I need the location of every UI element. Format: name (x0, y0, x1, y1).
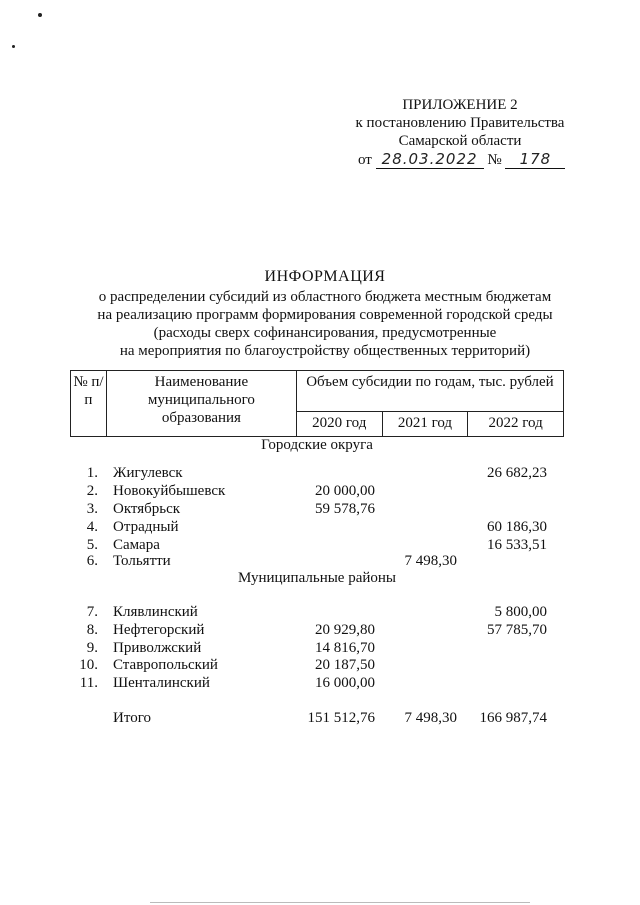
row-2020: 20 929,80 (315, 622, 375, 638)
total-2020: 151 512,76 (307, 710, 375, 726)
table-row (70, 500, 564, 518)
row-name: Клявлинский (113, 604, 198, 620)
header-number: № п/п (71, 371, 107, 437)
appendix-line-2: Самарской области (398, 133, 522, 149)
margin-dot (12, 45, 15, 48)
appendix-block (340, 96, 580, 169)
subtitle-line: (расходы сверх софинансирования, предусмотренные (153, 325, 497, 341)
header-municipality: Наименование муниципального образования (106, 371, 296, 437)
row-2020: 20 187,50 (315, 657, 375, 673)
total-2022: 166 987,74 (479, 710, 547, 726)
header-year-2022: 2022 год (468, 412, 564, 437)
handwritten-number: 178 (505, 150, 565, 169)
header-year-2020: 2020 год (296, 412, 382, 437)
row-name: Самара (113, 537, 160, 553)
row-2020: 59 578,76 (315, 501, 375, 517)
row-name: Октябрьск (113, 501, 181, 517)
document-title-block (70, 268, 580, 360)
table-row (70, 464, 564, 482)
row-2022: 57 785,70 (487, 622, 547, 638)
row-name: Тольятти (113, 553, 171, 569)
appendix-title: ПРИЛОЖЕНИЕ 2 (402, 97, 518, 113)
subtitle-line: на реализацию программ формирования современной городской среды (97, 307, 553, 323)
table-row (70, 656, 564, 674)
document-heading: ИНФОРМАЦИЯ (264, 268, 386, 285)
row-2020: 14 816,70 (315, 640, 375, 656)
section-title: Городские округа (261, 437, 373, 453)
table-row (70, 518, 564, 536)
row-number: 1. (86, 465, 98, 481)
section-title: Муниципальные районы (237, 570, 397, 586)
date-prefix: от (358, 152, 372, 168)
number-prefix: № (487, 152, 502, 168)
row-name: Новокуйбышевск (113, 483, 226, 499)
row-number: 3. (86, 501, 98, 517)
row-2022: 16 533,51 (487, 537, 547, 553)
row-number: 5. (86, 537, 98, 553)
table-row (70, 552, 564, 570)
row-name: Приволжский (113, 640, 202, 656)
total-row (70, 709, 564, 727)
row-2022: 26 682,23 (487, 465, 547, 481)
handwritten-date: 28.03.2022 (376, 150, 484, 169)
row-2020: 20 000,00 (315, 483, 375, 499)
total-2021: 7 498,30 (404, 710, 457, 726)
row-2020: 16 000,00 (315, 675, 375, 691)
table-row (70, 603, 564, 621)
table-row (70, 482, 564, 500)
table-header (70, 370, 564, 437)
row-name: Шенталинский (113, 675, 210, 691)
margin-dot (38, 13, 42, 17)
table-row (70, 621, 564, 639)
row-number: 10. (79, 657, 98, 673)
row-name: Отрадный (113, 519, 179, 535)
appendix-line-1: к постановлению Правительства (355, 115, 565, 131)
row-number: 9. (86, 640, 98, 656)
row-number: 8. (86, 622, 98, 638)
header-volume: Объем субсидии по годам, тыс. рублей (296, 371, 563, 412)
subtitle-line: о распределении субсидий из областного бюджета местным бюджетам (98, 289, 552, 305)
row-number: 2. (86, 483, 98, 499)
total-label: Итого (113, 710, 151, 726)
row-number: 4. (86, 519, 98, 535)
row-number: 6. (86, 553, 98, 569)
appendix-date-line (340, 150, 580, 169)
row-number: 11. (79, 675, 98, 691)
row-2022: 5 800,00 (494, 604, 547, 620)
row-name: Ставропольский (113, 657, 218, 673)
row-2022: 60 186,30 (487, 519, 547, 535)
row-name: Жигулевск (113, 465, 183, 481)
table-row (70, 674, 564, 692)
scan-edge-line (150, 902, 530, 903)
header-year-2021: 2021 год (382, 412, 468, 437)
row-number: 7. (86, 604, 98, 620)
row-name: Нефтегорский (113, 622, 205, 638)
row-2021: 7 498,30 (404, 553, 457, 569)
table-row (70, 639, 564, 657)
subtitle-line: на мероприятия по благоустройству общественных территорий) (119, 343, 531, 359)
